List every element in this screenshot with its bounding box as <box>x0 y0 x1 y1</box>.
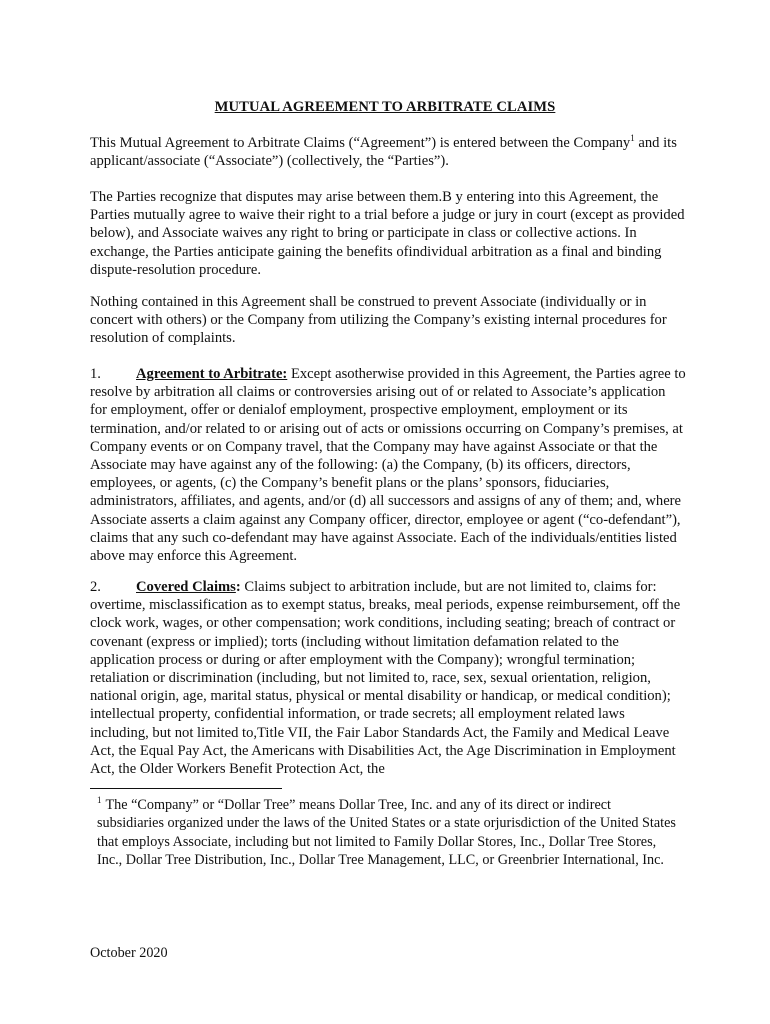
footnote-marker: 1 <box>97 795 102 805</box>
recognize-paragraph: The Parties recognize that disputes may arise between them.B y entering into this Agreement, the Parties mutually agree to waive their right to a trial before a judge or jury in court (except as provided below), and Associate waives any right to bring or participate in class or collective actions. In exchange, the Parties anticipate gaining the benefits ofindividual arbitration as a final and binding dispute-resolution procedure. <box>90 189 685 278</box>
section-2-text: Claims subject to arbitration include, but are not limited to, claims for: overtime, misclassification as to exempt status, breaks, meal periods, expense reimbursement, off the clock work, wages, or other compensation; work conditions, including seating; breach of contract or covenant (express or implied); torts (including without limitation defamation related to the application process or during or after employment with the Company); wrongful termination; retaliation or discrimination (including, but not limited to, race, sex, sexual orientation, religion, national origin, age, marital status, physical or mental disability or handicap, or medical condition); intellectual property, confidential information, or trade secrets; all employment related laws including, but not limited to,Title VII, the Fair Labor Standards Act, the Family and Medical Leave Act, the Equal Pay Act, the Americans with Disabilities Act, the Age Discrimination in Employment Act, the Older Workers Benefit Protection Act, the <box>90 579 681 778</box>
section-2-heading-colon: : <box>235 579 241 595</box>
intro-text-after: and its applicant/associate (“Associate”) (collectively, the “Parties”). <box>90 135 677 170</box>
section-1-heading: Agreement to Arbitrate: <box>136 366 288 382</box>
section-2-paragraph <box>90 578 686 778</box>
section-1-number: 1. <box>90 366 101 382</box>
footnote-reference[interactable]: 1 <box>630 133 635 143</box>
section-2-number: 2. <box>90 579 101 595</box>
document-title: MUTUAL AGREEMENT TO ARBITRATE CLAIMS <box>214 99 556 115</box>
section-1-paragraph <box>90 365 686 565</box>
section-2-heading: Covered Claims <box>136 579 236 595</box>
nothing-paragraph: Nothing contained in this Agreement shall be construed to prevent Associate (individually or in concert with others) or the Company from utilizing the Company’s existing internal procedures for resolution of complaints. <box>90 294 667 347</box>
footnote-divider <box>90 788 282 789</box>
intro-text: This Mutual Agreement to Arbitrate Claims (“Agreement”) is entered between the Company <box>90 135 631 151</box>
document-date: October 2020 <box>90 945 168 961</box>
footnote-text: The “Company” or “Dollar Tree” means Dollar Tree, Inc. and any of its direct or indirect subsidiaries organized under the laws of the United States or a state orjurisdiction of the United States that employs Associate, including but not limited to Family Dollar Stores, Inc., Dollar Tree Stores, Inc., Dollar Tree Distribution, Inc., Dollar Tree Management, LLC, or Greenbrier International, Inc. <box>97 797 676 868</box>
footnote <box>97 796 677 869</box>
intro-paragraph <box>90 134 686 170</box>
section-1-text: Except asotherwise provided in this Agreement, the Parties agree to resolve by arbitration all claims or controversies arising out of or related to Associate’s application for employment, offer or denialof employment, prospective employment, employment or its termination, and/or related to or arising out of acts or omissions occurring on Company’s premises, at Company events or on Company travel, that the Company may have against Associate or that the Associate may have against any of the following: (a) the Company, (b) its officers, directors, employees, or agents, (c) the Company’s benefit plans or the plans’ sponsors, fiduciaries, administrators, affiliates, and agents, and/or (d) all successors and assigns of any of them; and, where Associate asserts a claim against any Company officer, director, employee or agent (“co-defendant”), claims that any such co-defendant may have against Associate. Each of the individuals/entities listed above may enforce this Agreement. <box>90 366 686 565</box>
